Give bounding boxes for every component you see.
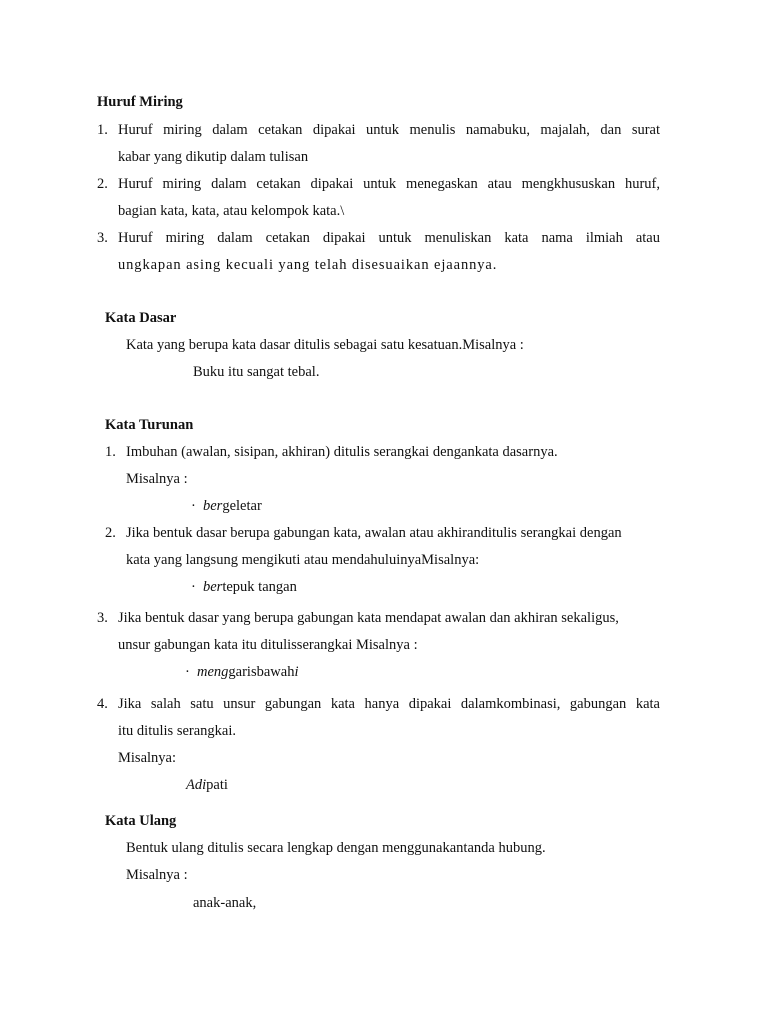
example-rest: geletar [222,498,262,514]
list-number: 3. [97,610,108,626]
list-item-text: Huruf miring dalam cetakan dipakai untuk menuliskan kata nama ilmiah atau [118,230,660,246]
list-item-text: Jika bentuk dasar berupa gabungan kata, awalan atau akhiranditulis serangkai dengan [126,525,622,541]
list-item-text: kabar yang dikutip dalam tulisan [118,149,309,165]
example-item [191,497,262,515]
list-item-text: kata yang langsung mengikuti atau mendahuluinyaMisalnya: [126,552,480,568]
section-title-kata-turunan: Kata Turunan [105,417,194,433]
list-item-text: Imbuhan (awalan, sisipan, akhiran) ditulis serangkai dengankata dasarnya. [126,444,558,460]
list-item-text: Huruf miring dalam cetakan dipakai untuk menulis namabuku, majalah, dan surat [118,122,660,138]
list-number: 2. [97,176,108,192]
list-number: 4. [97,696,108,712]
section-title-kata-ulang: Kata Ulang [105,813,177,829]
example-italic-end: i [294,664,299,680]
bullet-icon: · [185,664,190,680]
list-item-text: Misalnya : [126,471,188,487]
example-item [185,663,298,681]
bullet-icon: · [191,498,196,514]
paragraph-text: Misalnya : [126,867,188,883]
section-title-kata-dasar: Kata Dasar [105,310,177,326]
list-item-text: bagian kata, kata, atau kelompok kata.\ [118,203,345,219]
list-number: 3. [97,230,108,246]
list-item-text: unsur gabungan kata itu ditulisserangkai Misalnya : [118,637,418,653]
list-number: 1. [105,444,116,460]
example-italic: meng [197,664,229,680]
list-item-text: itu ditulis serangkai. [118,723,236,739]
example-italic: ber [203,498,223,514]
example-item [191,578,297,596]
list-item-text: Jika salah satu unsur gabungan kata hanya dipakai dalamkombinasi, gabungan kata [118,696,660,712]
list-item-text: Jika bentuk dasar yang berupa gabungan kata mendapat awalan dan akhiran sekaligus, [118,610,619,626]
example-italic: Adi [186,777,207,793]
list-number: 2. [105,525,116,541]
paragraph-text: Bentuk ulang ditulis secara lengkap dengan menggunakantanda hubung. [126,840,546,856]
section-title-huruf-miring: Huruf Miring [97,94,183,110]
bullet-icon: · [191,579,196,595]
paragraph-text: Kata yang berupa kata dasar ditulis sebagai satu kesatuan.Misalnya : [126,337,524,353]
example-item [186,776,228,794]
example-text: anak-anak, [193,895,257,911]
example-italic: ber [203,579,223,595]
list-number: 1. [97,122,108,138]
example-rest: pati [206,777,228,793]
example-text: Buku itu sangat tebal. [193,364,320,380]
list-item-text: Huruf miring dalam cetakan dipakai untuk menegaskan atau mengkhususkan huruf, [118,176,660,192]
example-rest: garisbawah [228,664,295,680]
example-rest: tepuk tangan [222,579,297,595]
list-item-text: ungkapan asing kecuali yang telah disesuaikan ejaannya. [118,257,498,273]
list-item-text: Misalnya: [118,750,176,766]
